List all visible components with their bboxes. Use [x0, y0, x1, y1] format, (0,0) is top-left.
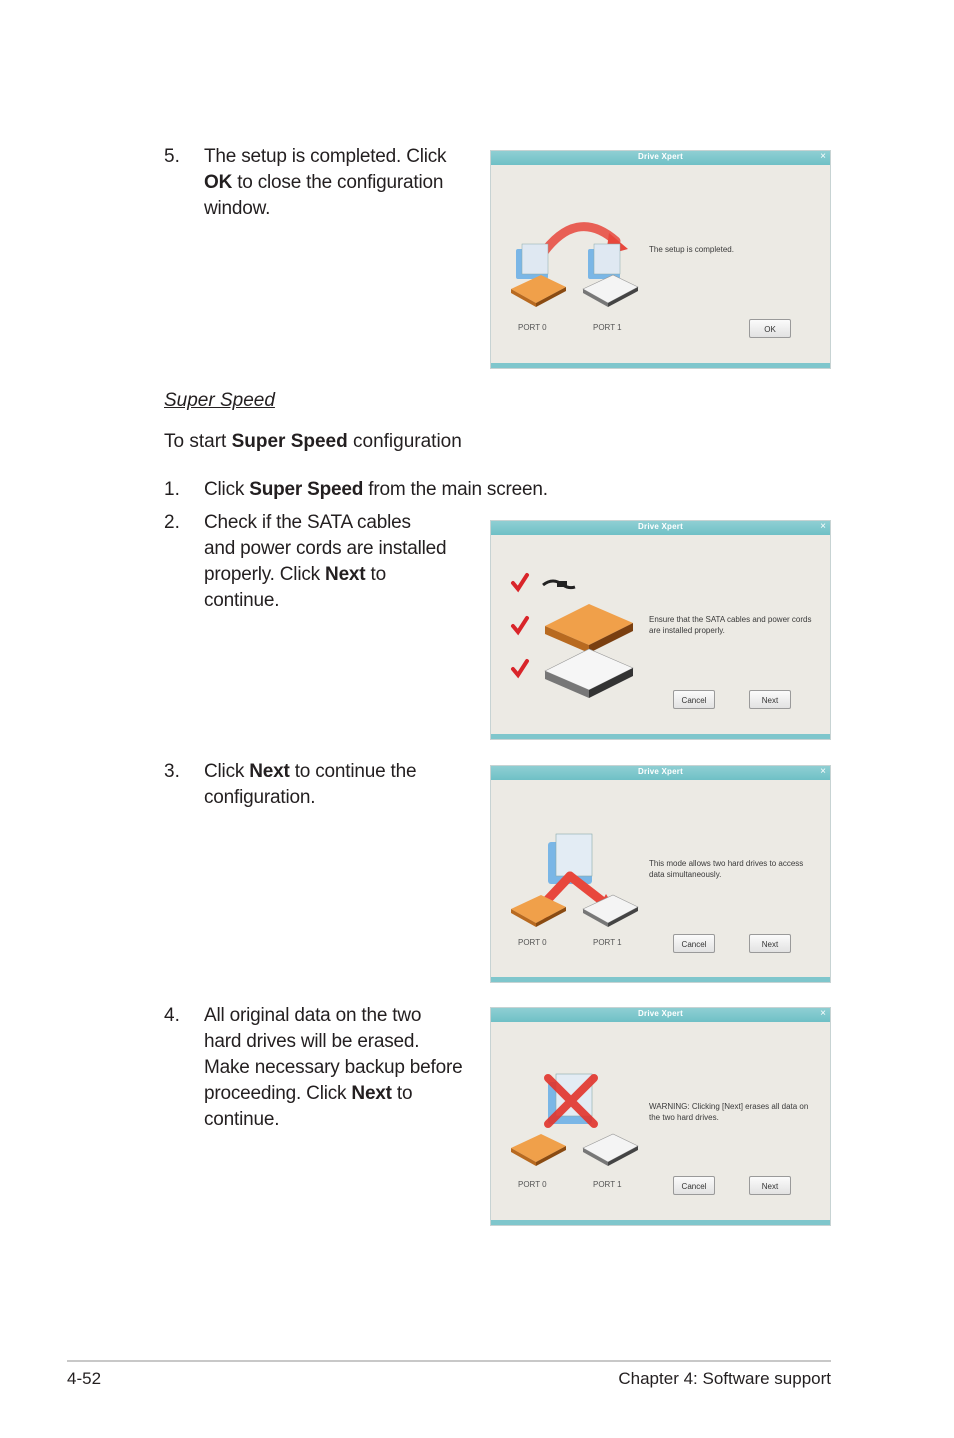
step-1-bold: Super Speed — [249, 479, 364, 500]
intro-prefix: To start — [164, 431, 232, 452]
page-number: 4-52 — [67, 1369, 102, 1388]
next-button[interactable]: Next — [749, 690, 791, 709]
dialog-titlebar — [491, 1008, 830, 1022]
dialog-title: Drive Xpert — [638, 767, 683, 776]
dialog-bottom-bar — [491, 977, 830, 982]
step-5-line-3: window. — [204, 198, 271, 219]
dialog-message-line-1: This mode allows two hard drives to access — [649, 859, 804, 868]
port-1-label: PORT 1 — [593, 1180, 622, 1189]
dialog-message — [649, 614, 824, 636]
step-2-next-bold: Next — [325, 564, 366, 585]
port-0-label: PORT 0 — [518, 323, 547, 332]
close-icon[interactable]: × — [820, 1008, 826, 1019]
step-3-text — [204, 759, 416, 811]
section-heading-super-speed: Super Speed — [164, 390, 275, 411]
step-4-line-5: continue. — [204, 1109, 280, 1130]
dialog-message — [649, 1101, 824, 1123]
step-3-number: 3. — [164, 761, 180, 782]
dialog-message: The setup is completed. — [649, 245, 734, 254]
ok-button[interactable]: OK — [749, 319, 791, 338]
step-4-text — [204, 1003, 462, 1133]
footer-divider — [67, 1360, 831, 1362]
section-intro — [164, 431, 462, 453]
port-0-label: PORT 0 — [518, 1180, 547, 1189]
step-1-number: 1. — [164, 479, 180, 500]
dialog-message-line-2: are installed properly. — [649, 626, 725, 635]
check-icon — [513, 575, 527, 589]
dialog-titlebar — [491, 766, 830, 780]
close-icon[interactable]: × — [820, 521, 826, 532]
dialog-message-line-1: WARNING: Clicking [Next] erases all data on — [649, 1102, 809, 1111]
dialog-sata-check — [490, 520, 831, 740]
port-1-label: PORT 1 — [593, 323, 622, 332]
dialog-title: Drive Xpert — [638, 1009, 683, 1018]
dialog-bottom-bar — [491, 734, 830, 739]
next-button[interactable]: Next — [749, 934, 791, 953]
step-1-prefix: Click — [204, 479, 250, 500]
dialog-mode-info — [490, 765, 831, 983]
cancel-button[interactable]: Cancel — [673, 934, 715, 953]
step-3-line-2: configuration. — [204, 787, 316, 808]
dialog-title: Drive Xpert — [638, 522, 683, 531]
step-4-line-3: Make necessary backup before — [204, 1057, 463, 1078]
check-icon — [513, 661, 527, 675]
chapter-title: Chapter 4: Software support — [618, 1369, 831, 1388]
step-5-line-2: to close the configuration — [232, 172, 444, 193]
dialog-message-line-2: the two hard drives. — [649, 1113, 719, 1122]
step-5-ok-bold: OK — [204, 172, 233, 193]
step-2-line-3-suffix: to — [365, 564, 386, 585]
close-icon[interactable]: × — [820, 766, 826, 777]
step-2-line-1: Check if the SATA cables — [204, 512, 411, 533]
close-icon[interactable]: × — [820, 151, 826, 162]
dialog-warning — [490, 1007, 831, 1226]
port-0-label: PORT 0 — [518, 938, 547, 947]
step-4-line-1: All original data on the two — [204, 1005, 422, 1026]
dialog-setup-complete — [490, 150, 831, 369]
step-3-line-1-prefix: Click — [204, 761, 250, 782]
step-4-number: 4. — [164, 1005, 180, 1026]
dialog-message-line-1: Ensure that the SATA cables and power cords — [649, 615, 812, 624]
next-button[interactable]: Next — [749, 1176, 791, 1195]
dialog-titlebar — [491, 151, 830, 165]
step-5-number: 5. — [164, 146, 180, 167]
step-4-line-4-suffix: to — [391, 1083, 413, 1104]
step-2-line-4: continue. — [204, 590, 280, 611]
port-1-label: PORT 1 — [593, 938, 622, 947]
dual-access-illustration — [506, 824, 656, 934]
step-2-line-2: and power cords are installed — [204, 538, 447, 559]
step-5-text — [204, 144, 446, 222]
step-3-next-bold: Next — [249, 761, 290, 782]
checklist-illustration — [509, 571, 639, 706]
dialog-title: Drive Xpert — [638, 152, 683, 161]
dialog-message — [649, 858, 824, 880]
erase-warning-illustration — [506, 1068, 656, 1178]
dialog-titlebar — [491, 521, 830, 535]
cancel-button[interactable]: Cancel — [673, 1176, 715, 1195]
step-4-line-4-prefix: proceeding. Click — [204, 1083, 352, 1104]
step-2-line-3-prefix: properly. Click — [204, 564, 326, 585]
step-2-text — [204, 510, 446, 614]
dialog-bottom-bar — [491, 1220, 830, 1225]
intro-suffix: configuration — [347, 431, 462, 452]
check-icon — [513, 618, 527, 632]
step-4-line-2: hard drives will be erased. — [204, 1031, 420, 1052]
dialog-message-line-2: data simultaneously. — [649, 870, 722, 879]
drive-copy-illustration — [506, 211, 656, 311]
cancel-button[interactable]: Cancel — [673, 690, 715, 709]
step-1-text — [204, 477, 548, 503]
step-4-next-bold: Next — [351, 1083, 392, 1104]
step-1-suffix: from the main screen. — [363, 479, 548, 500]
dialog-bottom-bar — [491, 363, 830, 368]
step-5-line-1: The setup is completed. Click — [204, 146, 447, 167]
step-3-line-1-suffix: to continue the — [289, 761, 417, 782]
step-2-number: 2. — [164, 512, 180, 533]
intro-bold: Super Speed — [231, 431, 348, 452]
